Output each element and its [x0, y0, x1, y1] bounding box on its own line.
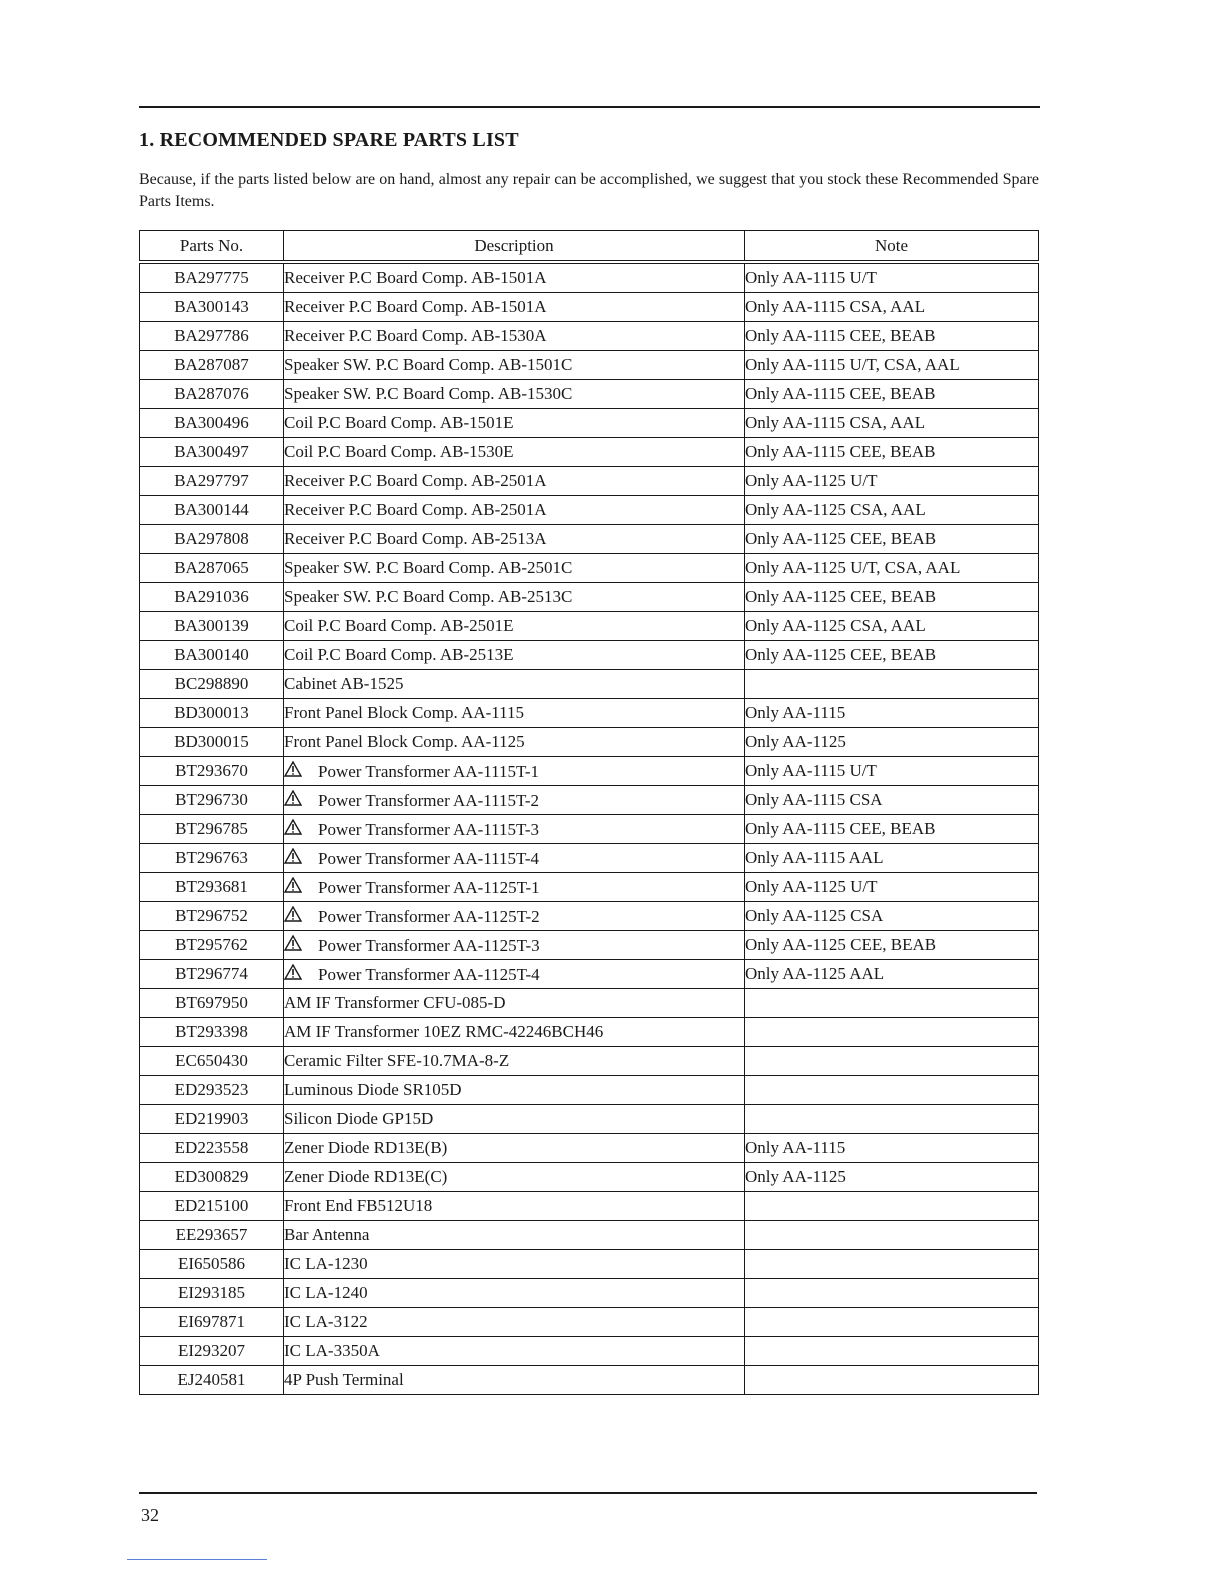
note-cell: Only AA-1125 CSA, AAL	[745, 612, 1039, 641]
note-cell: Only AA-1125 U/T	[745, 467, 1039, 496]
warning-triangle-icon	[284, 877, 318, 898]
note-cell: Only AA-1115 CSA, AAL	[745, 409, 1039, 438]
footer-link-underline	[127, 1559, 267, 1560]
parts-number-cell: BT296785	[140, 815, 284, 844]
table-row	[140, 1163, 1039, 1192]
description-text: Power Transformer AA-1125T-1	[318, 877, 540, 897]
note-cell: Only AA-1125 U/T, CSA, AAL	[745, 554, 1039, 583]
description-cell	[284, 1134, 745, 1163]
note-cell: Only AA-1115 CEE, BEAB	[745, 322, 1039, 351]
parts-number-cell: BD300015	[140, 728, 284, 757]
description-cell	[284, 612, 745, 641]
table-row	[140, 815, 1039, 844]
description-cell	[284, 902, 745, 931]
description-text: Silicon Diode GP15D	[284, 1109, 434, 1128]
description-text: Bar Antenna	[284, 1225, 370, 1244]
note-cell	[745, 1308, 1039, 1337]
parts-number-cell: BA300140	[140, 641, 284, 670]
description-cell	[284, 873, 745, 902]
table-row	[140, 786, 1039, 815]
note-cell	[745, 1250, 1039, 1279]
note-cell: Only AA-1125 CEE, BEAB	[745, 931, 1039, 960]
table-header-row	[140, 231, 1039, 263]
table-row	[140, 699, 1039, 728]
top-rule	[139, 106, 1040, 108]
warning-triangle-icon	[284, 790, 318, 811]
description-text: Cabinet AB-1525	[284, 674, 404, 693]
note-cell: Only AA-1115 CSA	[745, 786, 1039, 815]
description-cell	[284, 438, 745, 467]
description-cell	[284, 1308, 745, 1337]
table-row	[140, 1018, 1039, 1047]
table-row	[140, 1308, 1039, 1337]
parts-number-cell: EI293207	[140, 1337, 284, 1366]
note-cell: Only AA-1125	[745, 728, 1039, 757]
note-cell	[745, 1337, 1039, 1366]
note-cell	[745, 1279, 1039, 1308]
description-cell	[284, 844, 745, 873]
note-cell: Only AA-1125 U/T	[745, 873, 1039, 902]
parts-number-cell: BT293670	[140, 757, 284, 786]
description-text: Ceramic Filter SFE-10.7MA-8-Z	[284, 1051, 510, 1070]
description-cell	[284, 1105, 745, 1134]
note-cell	[745, 1366, 1039, 1395]
parts-number-cell: EI293185	[140, 1279, 284, 1308]
description-cell	[284, 293, 745, 322]
spare-parts-table	[139, 230, 1039, 1395]
warning-triangle-icon	[284, 906, 318, 927]
description-cell	[284, 699, 745, 728]
table-row	[140, 583, 1039, 612]
parts-number-cell: BD300013	[140, 699, 284, 728]
parts-number-cell: BA300496	[140, 409, 284, 438]
note-cell	[745, 1105, 1039, 1134]
description-text: Speaker SW. P.C Board Comp. AB-1530C	[284, 384, 573, 403]
description-text: IC LA-1240	[284, 1283, 368, 1302]
description-text: Receiver P.C Board Comp. AB-2513A	[284, 529, 547, 548]
description-text: Front Panel Block Comp. AA-1125	[284, 732, 525, 751]
table-row	[140, 322, 1039, 351]
note-cell: Only AA-1125 CEE, BEAB	[745, 525, 1039, 554]
description-text: Front Panel Block Comp. AA-1115	[284, 703, 525, 722]
parts-number-cell: BT296774	[140, 960, 284, 989]
parts-number-cell: BC298890	[140, 670, 284, 699]
parts-number-cell: EC650430	[140, 1047, 284, 1076]
description-cell	[284, 1337, 745, 1366]
parts-number-cell: BA300144	[140, 496, 284, 525]
description-text: Power Transformer AA-1115T-4	[318, 848, 539, 868]
parts-number-cell: BA300497	[140, 438, 284, 467]
parts-number-cell: BA297786	[140, 322, 284, 351]
parts-number-cell: BT295762	[140, 931, 284, 960]
description-text: AM IF Transformer 10EZ RMC-42246BCH46	[284, 1022, 604, 1041]
parts-number-cell: BA287087	[140, 351, 284, 380]
description-text: Zener Diode RD13E(C)	[284, 1167, 448, 1186]
parts-number-cell: EI650586	[140, 1250, 284, 1279]
note-cell: Only AA-1115	[745, 699, 1039, 728]
note-cell: Only AA-1115 U/T	[745, 262, 1039, 293]
note-cell: Only AA-1115	[745, 1134, 1039, 1163]
note-cell: Only AA-1125 AAL	[745, 960, 1039, 989]
description-cell	[284, 583, 745, 612]
table-row	[140, 1250, 1039, 1279]
table-row	[140, 409, 1039, 438]
table-row	[140, 844, 1039, 873]
note-cell: Only AA-1115 U/T	[745, 757, 1039, 786]
table-row	[140, 380, 1039, 409]
note-cell: Only AA-1115 AAL	[745, 844, 1039, 873]
table-row	[140, 1134, 1039, 1163]
table-row	[140, 670, 1039, 699]
note-cell: Only AA-1125	[745, 1163, 1039, 1192]
description-cell	[284, 380, 745, 409]
description-cell	[284, 786, 745, 815]
table-row	[140, 960, 1039, 989]
parts-number-cell: BA297808	[140, 525, 284, 554]
description-cell	[284, 815, 745, 844]
table-row	[140, 989, 1039, 1018]
table-row	[140, 728, 1039, 757]
table-row	[140, 1337, 1039, 1366]
description-cell	[284, 1047, 745, 1076]
warning-triangle-icon	[284, 964, 318, 985]
description-cell	[284, 931, 745, 960]
note-cell	[745, 670, 1039, 699]
parts-number-cell: EI697871	[140, 1308, 284, 1337]
table-row	[140, 496, 1039, 525]
description-cell	[284, 728, 745, 757]
note-cell: Only AA-1115 CEE, BEAB	[745, 438, 1039, 467]
note-cell	[745, 1221, 1039, 1250]
description-cell	[284, 1163, 745, 1192]
note-cell	[745, 1018, 1039, 1047]
description-cell	[284, 467, 745, 496]
description-text: Power Transformer AA-1115T-1	[318, 761, 539, 781]
description-text: Receiver P.C Board Comp. AB-2501A	[284, 471, 547, 490]
table-row	[140, 438, 1039, 467]
note-cell: Only AA-1115 U/T, CSA, AAL	[745, 351, 1039, 380]
parts-number-cell: ED215100	[140, 1192, 284, 1221]
page-number: 32	[141, 1505, 159, 1525]
note-cell: Only AA-1115 CEE, BEAB	[745, 815, 1039, 844]
description-cell	[284, 670, 745, 699]
description-cell	[284, 1366, 745, 1395]
table-row	[140, 641, 1039, 670]
description-cell	[284, 409, 745, 438]
note-cell: Only AA-1125 CSA	[745, 902, 1039, 931]
table-row	[140, 612, 1039, 641]
note-cell	[745, 1192, 1039, 1221]
description-cell	[284, 351, 745, 380]
description-text: Power Transformer AA-1115T-2	[318, 790, 539, 810]
parts-number-cell: EJ240581	[140, 1366, 284, 1395]
intro-paragraph: Because, if the parts listed below are on hand, almost any repair can be accomplished, we suggest that you stock these Recommended Spare Parts Items.	[139, 171, 1039, 210]
description-text: IC LA-3122	[284, 1312, 368, 1331]
warning-triangle-icon	[284, 935, 318, 956]
description-cell	[284, 757, 745, 786]
description-text: Coil P.C Board Comp. AB-1501E	[284, 413, 514, 432]
parts-number-cell: BA297775	[140, 262, 284, 293]
warning-triangle-icon	[284, 819, 318, 840]
parts-number-cell: ED293523	[140, 1076, 284, 1105]
parts-number-cell: BT697950	[140, 989, 284, 1018]
note-cell: Only AA-1125 CSA, AAL	[745, 496, 1039, 525]
description-text: Front End FB512U18	[284, 1196, 433, 1215]
table-row	[140, 554, 1039, 583]
description-cell	[284, 1192, 745, 1221]
parts-number-cell: BA300139	[140, 612, 284, 641]
parts-number-cell: BT293681	[140, 873, 284, 902]
description-text: Power Transformer AA-1115T-3	[318, 819, 539, 839]
note-cell	[745, 1076, 1039, 1105]
table-row	[140, 1047, 1039, 1076]
column-header-description: Description	[284, 231, 745, 263]
parts-number-cell: BT293398	[140, 1018, 284, 1047]
description-text: Receiver P.C Board Comp. AB-1530A	[284, 326, 547, 345]
table-row	[140, 351, 1039, 380]
table-row	[140, 1366, 1039, 1395]
description-text: Power Transformer AA-1125T-3	[318, 935, 540, 955]
description-text: Speaker SW. P.C Board Comp. AB-2513C	[284, 587, 573, 606]
description-cell	[284, 641, 745, 670]
parts-number-cell: BA297797	[140, 467, 284, 496]
page-title: 1. RECOMMENDED SPARE PARTS LIST	[139, 129, 519, 151]
parts-number-cell: ED300829	[140, 1163, 284, 1192]
bottom-rule	[139, 1492, 1037, 1494]
parts-number-cell: ED223558	[140, 1134, 284, 1163]
description-cell	[284, 554, 745, 583]
description-cell	[284, 262, 745, 293]
description-text: Power Transformer AA-1125T-4	[318, 964, 540, 984]
description-cell	[284, 960, 745, 989]
table-row	[140, 1221, 1039, 1250]
description-text: Speaker SW. P.C Board Comp. AB-2501C	[284, 558, 573, 577]
warning-triangle-icon	[284, 848, 318, 869]
column-header-note: Note	[745, 231, 1039, 263]
note-cell	[745, 989, 1039, 1018]
description-text: Speaker SW. P.C Board Comp. AB-1501C	[284, 355, 573, 374]
description-cell	[284, 1250, 745, 1279]
description-cell	[284, 496, 745, 525]
description-text: Coil P.C Board Comp. AB-2513E	[284, 645, 514, 664]
description-cell	[284, 1279, 745, 1308]
description-text: Receiver P.C Board Comp. AB-1501A	[284, 297, 547, 316]
description-text: IC LA-1230	[284, 1254, 368, 1273]
parts-number-cell: BA287076	[140, 380, 284, 409]
table-row	[140, 1192, 1039, 1221]
parts-number-cell: BA291036	[140, 583, 284, 612]
description-text: Coil P.C Board Comp. AB-1530E	[284, 442, 514, 461]
note-cell: Only AA-1115 CSA, AAL	[745, 293, 1039, 322]
table-row	[140, 1105, 1039, 1134]
description-text: Receiver P.C Board Comp. AB-1501A	[284, 268, 547, 287]
table-row	[140, 525, 1039, 554]
parts-number-cell: BA287065	[140, 554, 284, 583]
description-text: Power Transformer AA-1125T-2	[318, 906, 540, 926]
table-row	[140, 1279, 1039, 1308]
description-cell	[284, 525, 745, 554]
parts-number-cell: BT296730	[140, 786, 284, 815]
note-cell: Only AA-1125 CEE, BEAB	[745, 583, 1039, 612]
table-body	[140, 262, 1039, 1395]
description-text: IC LA-3350A	[284, 1341, 380, 1360]
description-cell	[284, 989, 745, 1018]
parts-number-cell: BT296763	[140, 844, 284, 873]
description-text: AM IF Transformer CFU-085-D	[284, 993, 506, 1012]
parts-number-cell: BA300143	[140, 293, 284, 322]
column-header-parts-no: Parts No.	[140, 231, 284, 263]
description-text: Luminous Diode SR105D	[284, 1080, 462, 1099]
description-cell	[284, 322, 745, 351]
description-text: Receiver P.C Board Comp. AB-2501A	[284, 500, 547, 519]
parts-number-cell: BT296752	[140, 902, 284, 931]
table-row	[140, 902, 1039, 931]
description-cell	[284, 1076, 745, 1105]
warning-triangle-icon	[284, 761, 318, 782]
table-row	[140, 1076, 1039, 1105]
description-text: Zener Diode RD13E(B)	[284, 1138, 448, 1157]
table-row	[140, 931, 1039, 960]
description-text: Coil P.C Board Comp. AB-2501E	[284, 616, 514, 635]
table-row	[140, 293, 1039, 322]
table-row	[140, 873, 1039, 902]
parts-number-cell: EE293657	[140, 1221, 284, 1250]
note-cell	[745, 1047, 1039, 1076]
description-text: 4P Push Terminal	[284, 1370, 404, 1389]
table-row	[140, 757, 1039, 786]
table-row	[140, 262, 1039, 293]
description-cell	[284, 1018, 745, 1047]
note-cell: Only AA-1125 CEE, BEAB	[745, 641, 1039, 670]
description-cell	[284, 1221, 745, 1250]
note-cell: Only AA-1115 CEE, BEAB	[745, 380, 1039, 409]
parts-number-cell: ED219903	[140, 1105, 284, 1134]
table-row	[140, 467, 1039, 496]
